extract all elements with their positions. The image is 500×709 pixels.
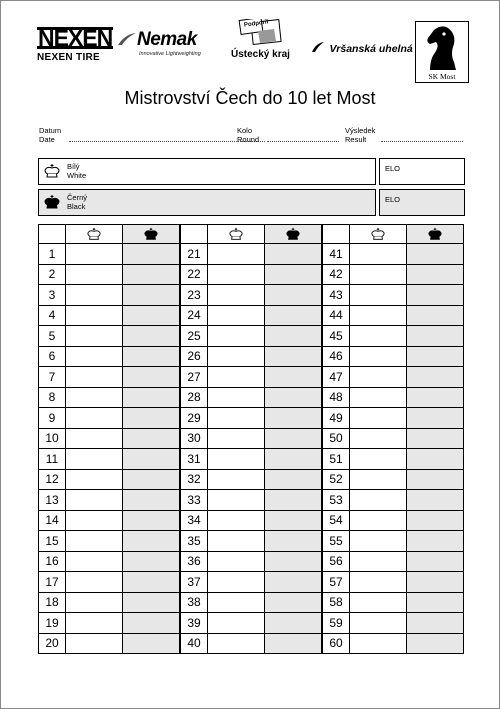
white-move-cell[interactable] xyxy=(208,469,265,490)
nemak-mark: Nemak xyxy=(137,29,197,50)
result-label-cz: Výsledek xyxy=(345,126,376,135)
move-number: 58 xyxy=(322,592,350,613)
black-move-cell[interactable] xyxy=(265,264,323,285)
ustecky-badge: Podporil xyxy=(244,19,270,29)
move-number: 55 xyxy=(322,531,350,552)
move-number: 40 xyxy=(180,633,208,654)
black-move-cell[interactable] xyxy=(407,326,464,347)
king-filled-icon xyxy=(143,227,159,241)
white-move-cell[interactable] xyxy=(66,613,123,634)
black-move-cell[interactable] xyxy=(407,244,464,265)
move-number: 42 xyxy=(322,264,350,285)
black-move-cell[interactable] xyxy=(407,346,464,367)
white-move-cell[interactable] xyxy=(350,572,407,593)
white-move-cell[interactable] xyxy=(208,531,265,552)
move-number: 27 xyxy=(180,367,208,388)
move-number: 33 xyxy=(180,490,208,511)
page-title: Mistrovství Čech do 10 let Most xyxy=(124,88,376,108)
move-row xyxy=(39,305,464,326)
white-move-cell[interactable] xyxy=(208,592,265,613)
move-row xyxy=(39,633,464,654)
black-move-cell[interactable] xyxy=(265,510,323,531)
move-row xyxy=(39,551,464,572)
black-move-cell[interactable] xyxy=(265,633,323,654)
black-move-cell[interactable] xyxy=(123,531,181,552)
move-number: 7 xyxy=(39,367,66,388)
move-number: 17 xyxy=(39,572,66,593)
move-number: 2 xyxy=(39,264,66,285)
black-move-cell[interactable] xyxy=(265,367,323,388)
move-number: 32 xyxy=(180,469,208,490)
white-move-cell[interactable] xyxy=(350,264,407,285)
black-move-cell[interactable] xyxy=(265,592,323,613)
result-field[interactable] xyxy=(345,126,375,144)
white-move-cell[interactable] xyxy=(208,572,265,593)
black-move-cell[interactable] xyxy=(123,326,181,347)
move-number: 14 xyxy=(39,510,66,531)
move-row xyxy=(39,244,464,265)
move-number: 44 xyxy=(322,305,350,326)
white-move-cell[interactable] xyxy=(350,285,407,306)
date-label-cz: Datum xyxy=(39,126,62,135)
black-player-field[interactable] xyxy=(38,189,376,216)
move-row xyxy=(39,490,464,511)
white-move-cell[interactable] xyxy=(66,408,123,429)
king-filled-icon xyxy=(285,227,301,241)
move-number: 47 xyxy=(322,367,350,388)
move-number: 37 xyxy=(180,572,208,593)
move-number: 56 xyxy=(322,551,350,572)
result-label-en: Result xyxy=(345,135,367,144)
black-move-header xyxy=(123,225,181,244)
black-move-cell[interactable] xyxy=(265,244,323,265)
king-filled-icon xyxy=(427,227,443,241)
black-move-cell[interactable] xyxy=(407,285,464,306)
black-move-cell[interactable] xyxy=(407,367,464,388)
white-move-cell[interactable] xyxy=(208,305,265,326)
white-label-cz: Bílý xyxy=(67,162,80,171)
black-move-cell[interactable] xyxy=(407,264,464,285)
black-move-cell[interactable] xyxy=(265,469,323,490)
move-number: 16 xyxy=(39,551,66,572)
black-move-cell[interactable] xyxy=(265,572,323,593)
white-move-cell[interactable] xyxy=(66,244,123,265)
black-move-cell[interactable] xyxy=(265,449,323,470)
black-move-cell[interactable] xyxy=(407,613,464,634)
move-row xyxy=(39,346,464,367)
white-move-cell[interactable] xyxy=(208,326,265,347)
white-move-cell[interactable] xyxy=(350,510,407,531)
black-elo-field[interactable] xyxy=(379,189,465,216)
moves-body xyxy=(39,244,464,654)
king-filled-icon xyxy=(43,194,61,210)
round-label-cz: Kolo xyxy=(237,126,253,135)
move-row xyxy=(39,592,464,613)
move-number: 21 xyxy=(180,244,208,265)
black-move-cell[interactable] xyxy=(407,592,464,613)
black-move-cell[interactable] xyxy=(407,449,464,470)
date-field[interactable] xyxy=(39,126,61,144)
black-move-cell[interactable] xyxy=(123,305,181,326)
move-row xyxy=(39,408,464,429)
black-move-header xyxy=(407,225,464,244)
move-number: 19 xyxy=(39,613,66,634)
white-move-cell[interactable] xyxy=(350,592,407,613)
black-move-cell[interactable] xyxy=(407,387,464,408)
white-move-cell[interactable] xyxy=(66,490,123,511)
move-row xyxy=(39,469,464,490)
white-move-cell[interactable] xyxy=(350,449,407,470)
white-move-cell[interactable] xyxy=(350,633,407,654)
white-move-cell[interactable] xyxy=(66,305,123,326)
move-number: 31 xyxy=(180,449,208,470)
move-number: 12 xyxy=(39,469,66,490)
move-number: 25 xyxy=(180,326,208,347)
move-row xyxy=(39,613,464,634)
move-row xyxy=(39,367,464,388)
move-number: 52 xyxy=(322,469,350,490)
round-line xyxy=(267,141,339,142)
move-number: 5 xyxy=(39,326,66,347)
white-move-cell[interactable] xyxy=(208,490,265,511)
white-move-cell[interactable] xyxy=(350,428,407,449)
move-row xyxy=(39,387,464,408)
move-row xyxy=(39,326,464,347)
white-move-cell[interactable] xyxy=(208,408,265,429)
white-elo-field[interactable] xyxy=(379,158,465,185)
black-move-cell[interactable] xyxy=(265,326,323,347)
sk-most-logo xyxy=(415,21,469,83)
ustecky-name: Ústecký kraj xyxy=(231,49,290,60)
white-elo-label: ELO xyxy=(385,164,401,173)
white-move-header xyxy=(66,225,123,244)
move-number: 43 xyxy=(322,285,350,306)
sponsor-logos xyxy=(31,15,471,81)
black-move-cell[interactable] xyxy=(407,572,464,593)
move-number-header xyxy=(180,225,208,244)
nexen-subtitle: NEXEN TIRE xyxy=(37,52,101,63)
move-number: 34 xyxy=(180,510,208,531)
black-move-cell[interactable] xyxy=(407,551,464,572)
black-move-cell[interactable] xyxy=(123,428,181,449)
black-move-cell[interactable] xyxy=(265,531,323,552)
black-move-cell[interactable] xyxy=(407,469,464,490)
white-move-cell[interactable] xyxy=(350,469,407,490)
move-number: 6 xyxy=(39,346,66,367)
move-number: 54 xyxy=(322,510,350,531)
white-move-cell[interactable] xyxy=(66,387,123,408)
move-number: 53 xyxy=(322,490,350,511)
white-move-cell[interactable] xyxy=(208,285,265,306)
move-number: 24 xyxy=(180,305,208,326)
move-number: 28 xyxy=(180,387,208,408)
vrsanska-name: Vršanská uhelná xyxy=(329,43,413,55)
move-number: 48 xyxy=(322,387,350,408)
white-move-cell[interactable] xyxy=(66,367,123,388)
white-move-cell[interactable] xyxy=(350,551,407,572)
white-move-cell[interactable] xyxy=(66,264,123,285)
white-move-cell[interactable] xyxy=(350,326,407,347)
nexen-mark: NEXEN xyxy=(38,25,113,51)
white-player-field[interactable] xyxy=(38,158,376,185)
black-move-cell[interactable] xyxy=(265,490,323,511)
black-move-cell[interactable] xyxy=(123,633,181,654)
black-move-cell[interactable] xyxy=(123,367,181,388)
move-number: 35 xyxy=(180,531,208,552)
move-number: 4 xyxy=(39,305,66,326)
white-label-en: White xyxy=(67,171,87,180)
move-number: 13 xyxy=(39,490,66,511)
result-line xyxy=(381,141,463,142)
black-move-cell[interactable] xyxy=(265,408,323,429)
move-number-header xyxy=(39,225,66,244)
black-move-cell[interactable] xyxy=(123,285,181,306)
move-number: 39 xyxy=(180,613,208,634)
date-line xyxy=(69,141,265,142)
black-elo-label: ELO xyxy=(385,195,401,204)
white-move-cell[interactable] xyxy=(350,305,407,326)
king-outline-icon xyxy=(43,163,61,179)
white-move-cell[interactable] xyxy=(66,510,123,531)
move-row xyxy=(39,285,464,306)
black-move-cell[interactable] xyxy=(123,613,181,634)
white-move-cell[interactable] xyxy=(208,449,265,470)
black-move-cell[interactable] xyxy=(123,244,181,265)
black-move-cell[interactable] xyxy=(265,285,323,306)
move-number: 60 xyxy=(322,633,350,654)
white-move-cell[interactable] xyxy=(66,469,123,490)
king-outline-icon xyxy=(370,227,386,241)
white-move-cell[interactable] xyxy=(350,490,407,511)
move-number: 22 xyxy=(180,264,208,285)
white-move-cell[interactable] xyxy=(66,592,123,613)
white-move-cell[interactable] xyxy=(350,346,407,367)
white-move-cell[interactable] xyxy=(350,367,407,388)
move-number: 18 xyxy=(39,592,66,613)
nemak-logo xyxy=(117,29,201,57)
white-move-cell[interactable] xyxy=(350,244,407,265)
black-move-cell[interactable] xyxy=(407,531,464,552)
move-row xyxy=(39,531,464,552)
date-label-en: Date xyxy=(39,135,55,144)
white-move-cell[interactable] xyxy=(350,387,407,408)
white-move-cell[interactable] xyxy=(66,531,123,552)
white-move-cell[interactable] xyxy=(66,326,123,347)
black-move-cell[interactable] xyxy=(265,551,323,572)
round-field[interactable] xyxy=(237,126,259,144)
black-move-cell[interactable] xyxy=(407,490,464,511)
black-move-cell[interactable] xyxy=(123,490,181,511)
move-number: 20 xyxy=(39,633,66,654)
move-number: 50 xyxy=(322,428,350,449)
black-move-cell[interactable] xyxy=(265,346,323,367)
nemak-swoosh-icon xyxy=(117,32,137,46)
white-move-cell[interactable] xyxy=(208,244,265,265)
move-number: 26 xyxy=(180,346,208,367)
white-move-cell[interactable] xyxy=(66,572,123,593)
move-number: 49 xyxy=(322,408,350,429)
white-move-cell[interactable] xyxy=(208,428,265,449)
black-move-cell[interactable] xyxy=(407,408,464,429)
move-number: 59 xyxy=(322,613,350,634)
black-move-cell[interactable] xyxy=(265,387,323,408)
white-move-cell[interactable] xyxy=(208,264,265,285)
white-move-cell[interactable] xyxy=(66,551,123,572)
black-move-header xyxy=(265,225,323,244)
move-number: 15 xyxy=(39,531,66,552)
white-move-cell[interactable] xyxy=(350,408,407,429)
move-row xyxy=(39,428,464,449)
move-number: 45 xyxy=(322,326,350,347)
move-number: 10 xyxy=(39,428,66,449)
black-move-cell[interactable] xyxy=(123,346,181,367)
move-number: 41 xyxy=(322,244,350,265)
move-number: 8 xyxy=(39,387,66,408)
move-number: 11 xyxy=(39,449,66,470)
black-move-cell[interactable] xyxy=(123,469,181,490)
black-move-cell[interactable] xyxy=(123,408,181,429)
move-row xyxy=(39,510,464,531)
move-number: 30 xyxy=(180,428,208,449)
black-move-cell[interactable] xyxy=(265,305,323,326)
white-move-cell[interactable] xyxy=(208,633,265,654)
move-number: 1 xyxy=(39,244,66,265)
white-move-cell[interactable] xyxy=(66,428,123,449)
move-number: 46 xyxy=(322,346,350,367)
black-move-cell[interactable] xyxy=(265,428,323,449)
white-move-cell[interactable] xyxy=(350,613,407,634)
white-move-cell[interactable] xyxy=(208,613,265,634)
white-move-cell[interactable] xyxy=(208,551,265,572)
king-outline-icon xyxy=(86,227,102,241)
move-row xyxy=(39,264,464,285)
white-move-cell[interactable] xyxy=(66,449,123,470)
move-number: 23 xyxy=(180,285,208,306)
white-move-cell[interactable] xyxy=(208,346,265,367)
black-label-en: Black xyxy=(67,202,86,211)
nexen-tire-logo xyxy=(37,27,113,63)
black-move-cell[interactable] xyxy=(123,592,181,613)
move-number: 36 xyxy=(180,551,208,572)
white-move-cell[interactable] xyxy=(208,510,265,531)
black-move-cell[interactable] xyxy=(407,633,464,654)
black-move-cell[interactable] xyxy=(265,613,323,634)
move-number: 3 xyxy=(39,285,66,306)
black-move-cell[interactable] xyxy=(123,510,181,531)
moves-table xyxy=(38,224,464,654)
move-number: 51 xyxy=(322,449,350,470)
black-move-cell[interactable] xyxy=(407,510,464,531)
move-row xyxy=(39,572,464,593)
white-move-cell[interactable] xyxy=(350,531,407,552)
moves-header-row xyxy=(39,225,464,244)
move-number: 29 xyxy=(180,408,208,429)
white-move-cell[interactable] xyxy=(208,387,265,408)
move-row xyxy=(39,449,464,470)
white-move-header xyxy=(350,225,407,244)
move-number-header xyxy=(322,225,350,244)
vrsanska-uhelna-logo xyxy=(311,39,413,57)
black-label-cz: Černý xyxy=(67,193,88,202)
move-number: 57 xyxy=(322,572,350,593)
move-number: 38 xyxy=(180,592,208,613)
ustecky-kraj-logo xyxy=(231,19,290,60)
black-move-cell[interactable] xyxy=(407,428,464,449)
nemak-tagline: Innovative Lightweighting xyxy=(139,51,201,57)
knight-icon xyxy=(420,24,464,72)
move-number: 9 xyxy=(39,408,66,429)
white-move-cell[interactable] xyxy=(66,346,123,367)
black-move-cell[interactable] xyxy=(123,264,181,285)
black-move-cell[interactable] xyxy=(407,305,464,326)
white-move-cell[interactable] xyxy=(66,633,123,654)
black-move-cell[interactable] xyxy=(123,551,181,572)
white-move-cell[interactable] xyxy=(66,285,123,306)
round-label-en: Round xyxy=(237,135,260,144)
black-move-cell[interactable] xyxy=(123,449,181,470)
black-move-cell[interactable] xyxy=(123,572,181,593)
club-name: SK Most xyxy=(428,72,456,81)
white-move-header xyxy=(208,225,265,244)
white-move-cell[interactable] xyxy=(208,367,265,388)
king-outline-icon xyxy=(228,227,244,241)
vrsanska-swoosh-icon xyxy=(311,41,325,53)
black-move-cell[interactable] xyxy=(123,387,181,408)
